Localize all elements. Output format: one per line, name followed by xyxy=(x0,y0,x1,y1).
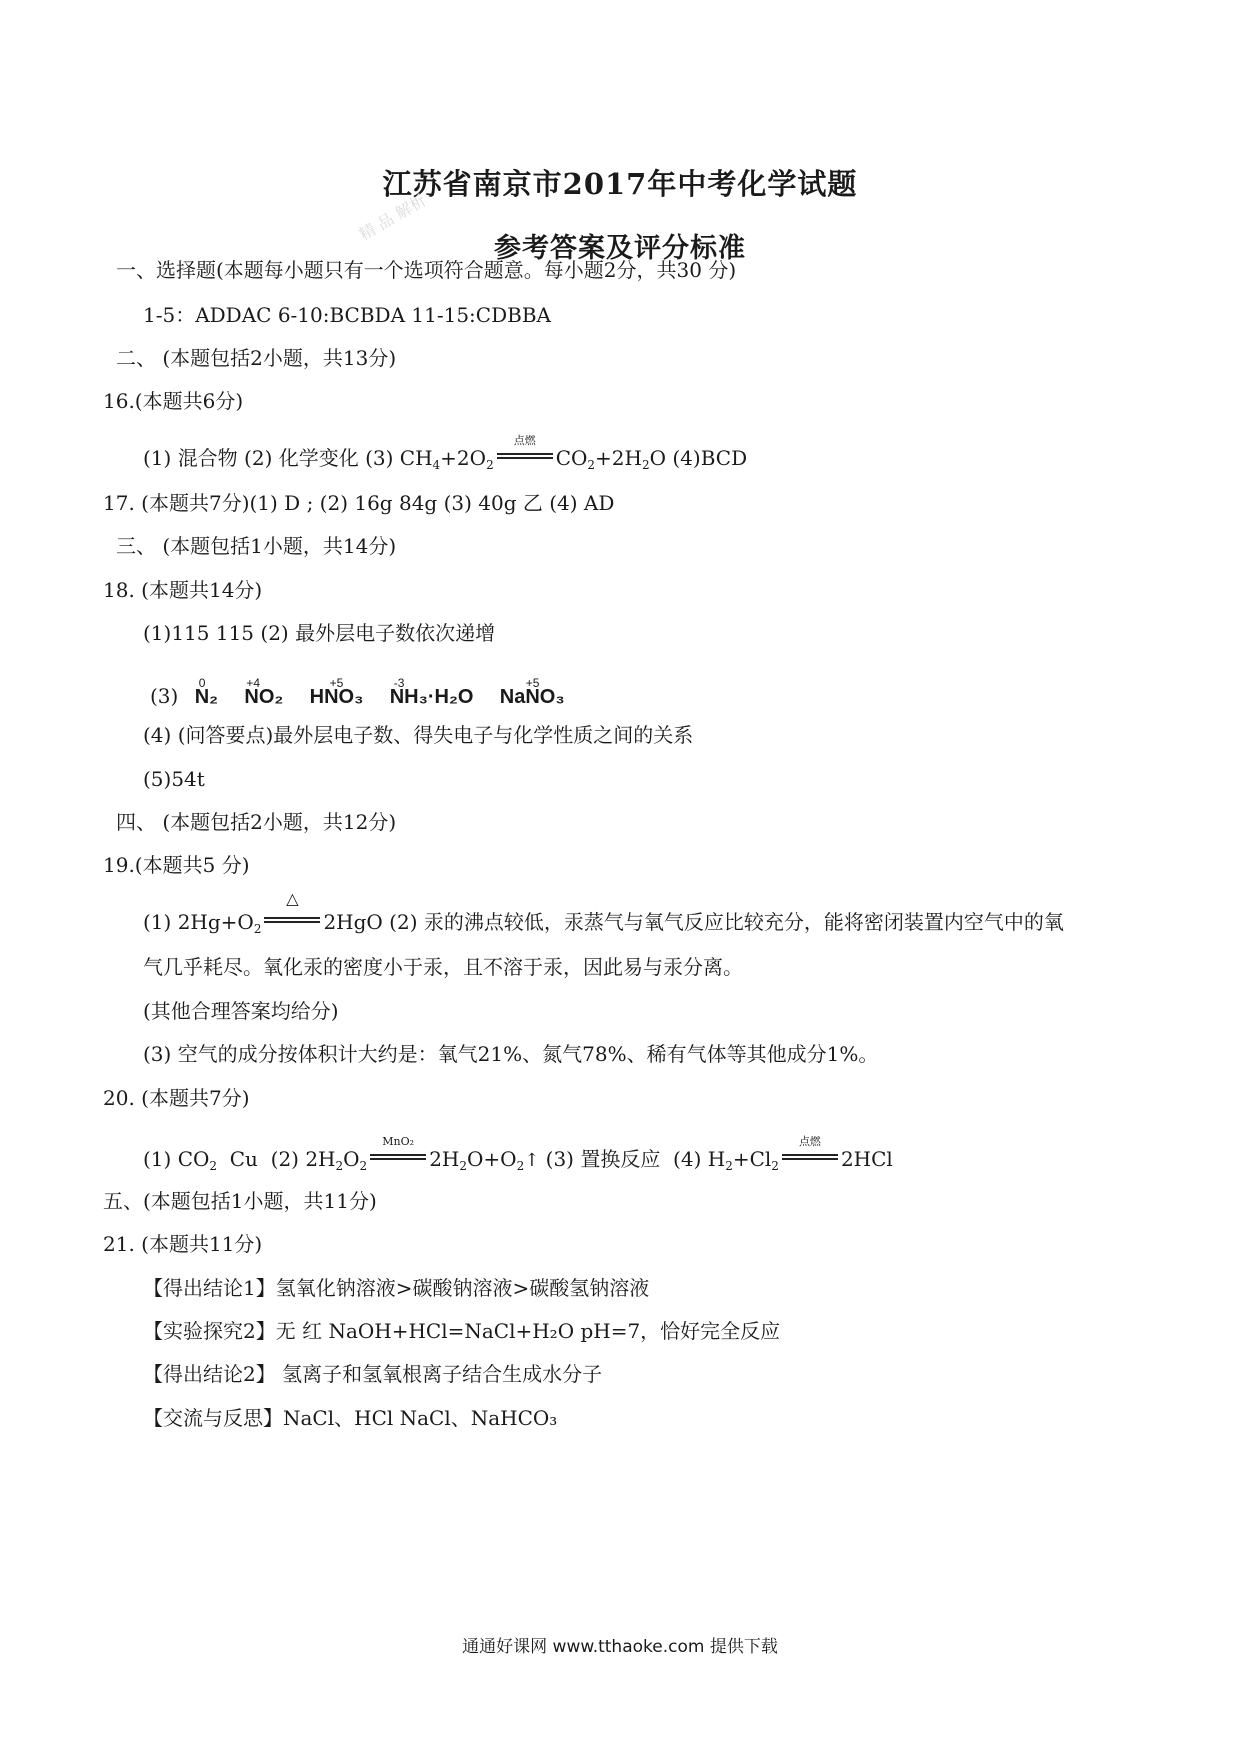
reaction-arrow xyxy=(497,434,553,467)
q16-answers xyxy=(143,434,748,479)
q16-text-2: +2O xyxy=(440,446,487,470)
q16-text-4: +2H xyxy=(595,446,642,470)
section-1-header: 一、选择题(本题每小题只有一个选项符合题意。每小题2分，共30 分) xyxy=(116,258,737,282)
oxidation-state: +4 xyxy=(246,676,261,690)
reaction-condition: △ xyxy=(286,889,299,908)
subscript: 2 xyxy=(253,922,262,936)
chem-formula-no2: +4 NO₂ xyxy=(244,683,283,711)
q18-header: 18. (本题共14分) xyxy=(103,578,263,602)
subscript: 2 xyxy=(459,1159,467,1173)
subscript: 2 xyxy=(587,458,596,472)
q18-part-5: (5)54t xyxy=(143,767,205,791)
section-2-header: 二、 (本题包括2小题，共13分) xyxy=(116,346,397,370)
q19-header: 19.(本题共5 分) xyxy=(103,853,250,877)
chem-formula-nh3h2o: -3 NH₃·H₂O xyxy=(390,683,474,711)
chem-formula-hno3: +5 HNO₃ xyxy=(310,683,364,711)
q21-conclusion-2: 【得出结论2】 氢离子和氢氧根离子结合生成水分子 xyxy=(143,1362,603,1386)
section-1-answers: 1-5：ADDAC 6-10:BCBDA 11-15:CDBBA xyxy=(143,303,551,327)
subscript: 2 xyxy=(771,1159,779,1173)
q18-part-3-label: (3) xyxy=(150,684,179,708)
q16-text-3: CO xyxy=(555,446,588,470)
chem-formula-nano3: +5 NaNO₃ xyxy=(500,683,565,711)
q21-conclusion-1: 【得出结论1】氢氧化钠溶液>碳酸钠溶液>碳酸氢钠溶液 xyxy=(143,1276,650,1300)
subscript: 2 xyxy=(641,458,650,472)
subscript: 4 xyxy=(432,458,441,472)
q21-reflection: 【交流与反思】NaCl、HCl NaCl、NaHCO₃ xyxy=(143,1406,558,1430)
footer-source: 通通好课网 www.tthaoke.com 提供下载 xyxy=(462,1637,778,1657)
q20-header: 20. (本题共7分) xyxy=(103,1086,250,1110)
reaction-arrow xyxy=(264,889,320,931)
q19-part-1-continued: 气几乎耗尽。氧化汞的密度小于汞，且不溶于汞，因此易与汞分离。 xyxy=(143,955,743,979)
q17-answers: 17. (本题共7分)(1) D ; (2) 16g 84g (3) 40g 乙 (4) AD xyxy=(103,491,615,515)
q18-part-4: (4) (问答要点)最外层电子数、得失电子与化学性质之间的关系 xyxy=(143,723,694,747)
reaction-arrow xyxy=(370,1135,426,1168)
reaction-condition: MnO₂ xyxy=(382,1135,415,1148)
reaction-condition: 点燃 xyxy=(798,1135,821,1148)
q19-note: (其他合理答案均给分) xyxy=(143,999,339,1023)
page-subtitle: 参考答案及评分标准 xyxy=(494,233,746,264)
page-title: 江苏省南京市2017年中考化学试题 xyxy=(382,167,858,201)
oxidation-state: +5 xyxy=(329,676,344,690)
q21-experiment-2: 【实验探究2】无 红 NaOH+HCl=NaCl+H₂O pH=7，恰好完全反应 xyxy=(143,1319,781,1343)
section-3-header: 三、 (本题包括1小题，共14分) xyxy=(116,534,397,558)
reaction-arrow xyxy=(782,1135,838,1168)
oxidation-state: 0 xyxy=(198,676,206,690)
subscript: 2 xyxy=(486,458,494,472)
q19-part-3: (3) 空气的成分按体积计大约是：氧气21%、氮气78%、稀有气体等其他成分1%。 xyxy=(143,1042,879,1066)
chem-formula-n2: 0 N₂ xyxy=(195,683,218,711)
section-5-header: 五、(本题包括1小题，共11分) xyxy=(103,1189,377,1213)
q18-part-3 xyxy=(150,676,585,711)
subscript: 2 xyxy=(335,1159,344,1173)
reaction-condition: 点燃 xyxy=(513,434,536,447)
subscript: 2 xyxy=(209,1159,218,1173)
oxidation-state: +5 xyxy=(525,676,540,690)
oxidation-state: -3 xyxy=(393,676,405,690)
subscript: 2 xyxy=(516,1159,525,1173)
q16-text-1: (1) 混合物 (2) 化学变化 (3) CH xyxy=(143,446,433,470)
subscript: 2 xyxy=(725,1159,733,1173)
q16-header: 16.(本题共6分) xyxy=(103,389,244,413)
q16-text-5: O (4)BCD xyxy=(649,446,748,470)
q21-header: 21. (本题共11分) xyxy=(103,1232,263,1256)
subscript: 2 xyxy=(359,1159,368,1173)
watermark-text: 精 品 解析 xyxy=(355,190,430,245)
section-4-header: 四、 (本题包括2小题，共12分) xyxy=(116,810,397,834)
q19-part-1: (1) $2Hg+O_2$ △ 2HgO (2) 汞的沸点较低，汞蒸气与氧气反应比较充分，能将密闭装置内空气中的氧 xyxy=(143,889,1064,936)
q18-part-1-2: (1)115 115 (2) 最外层电子数依次递增 xyxy=(143,621,496,645)
gas-arrow-icon: ↑ xyxy=(524,1150,540,1171)
q20-answers: (1) $CO_2$ Cu (2) $2H_2O_2$ MnO₂ $2H_2O+O_2↑$ (3) 置换反应 (4) $H_2+Cl_2$ 点燃 2HCl xyxy=(143,1135,893,1173)
